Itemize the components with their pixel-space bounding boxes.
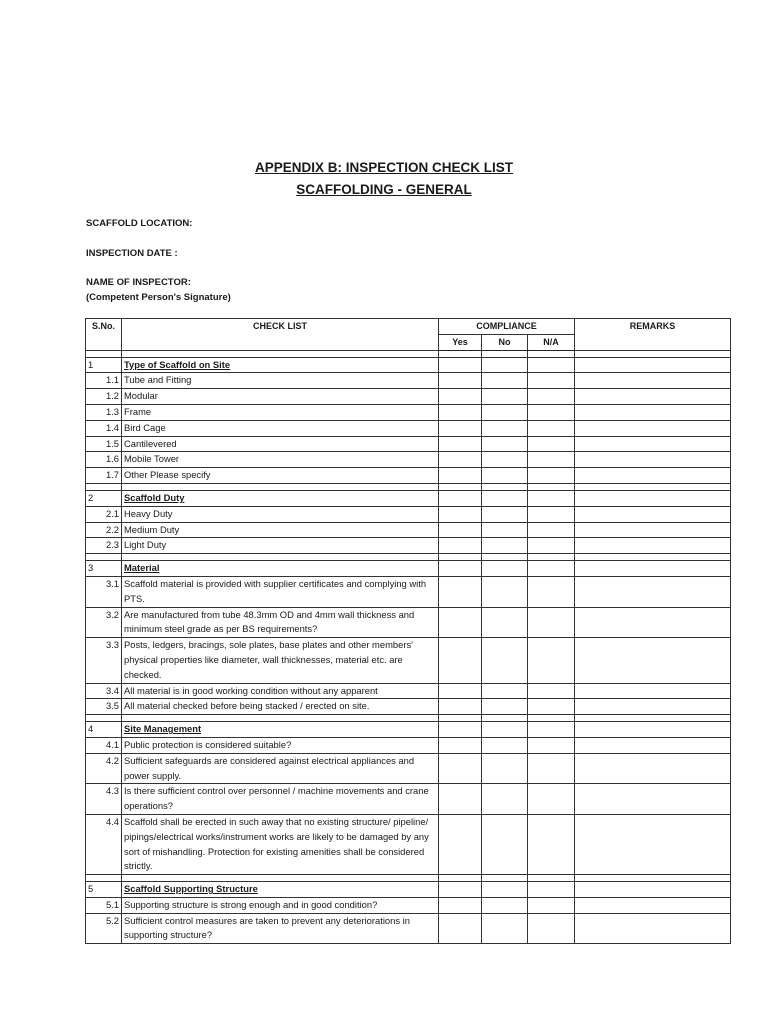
document-subtitle: SCAFFOLDING - GENERAL [296, 182, 472, 197]
section-title: Scaffold Duty [122, 490, 439, 506]
empty-cell [122, 350, 439, 357]
empty-cell [482, 715, 528, 722]
empty-cell [439, 350, 482, 357]
compliance-na-cell[interactable] [528, 522, 575, 538]
compliance-no-cell[interactable] [482, 683, 528, 699]
remarks-cell[interactable] [575, 683, 731, 699]
empty-cell [122, 715, 439, 722]
spacer-row [86, 715, 731, 722]
remarks-cell[interactable] [575, 522, 731, 538]
compliance-no-cell[interactable] [482, 913, 528, 944]
section-title: Material [122, 561, 439, 577]
section-number: 3 [86, 561, 122, 577]
spacer-row [86, 875, 731, 882]
checklist-row [86, 506, 731, 522]
empty-cell [575, 483, 731, 490]
remarks-cell[interactable] [575, 722, 731, 738]
item-text: Heavy Duty [122, 506, 439, 522]
empty-cell [439, 715, 482, 722]
compliance-no-cell[interactable] [482, 420, 528, 436]
empty-cell [86, 483, 122, 490]
section-row [86, 722, 731, 738]
compliance-yes-cell[interactable] [439, 452, 482, 468]
empty-cell [439, 875, 482, 882]
compliance-yes-cell[interactable] [439, 913, 482, 944]
empty-cell [122, 483, 439, 490]
checklist-row [86, 737, 731, 753]
signature-label: (Competent Person's Signature) [86, 292, 231, 303]
item-text: Are manufactured from tube 48.3mm OD and 4mm wall thickness and minimum steel grade as per BS requirements? [122, 607, 439, 638]
compliance-yes-cell[interactable] [439, 404, 482, 420]
compliance-na-cell[interactable] [528, 882, 575, 898]
empty-cell [122, 554, 439, 561]
checklist-row [86, 576, 731, 607]
remarks-cell[interactable] [575, 607, 731, 638]
compliance-yes-cell[interactable] [439, 722, 482, 738]
checklist-row [86, 373, 731, 389]
remarks-cell[interactable] [575, 389, 731, 405]
document-title: APPENDIX B: INSPECTION CHECK LIST [254, 160, 514, 175]
compliance-no-cell[interactable] [482, 638, 528, 683]
remarks-cell[interactable] [575, 490, 731, 506]
header-sno: S.No. [86, 319, 122, 351]
empty-cell [439, 483, 482, 490]
remarks-cell[interactable] [575, 357, 731, 373]
checklist-row [86, 913, 731, 944]
spacer-row [86, 554, 731, 561]
item-number: 1.5 [86, 436, 122, 452]
empty-cell [86, 715, 122, 722]
checklist-row [86, 638, 731, 683]
compliance-yes-cell[interactable] [439, 737, 482, 753]
compliance-no-cell[interactable] [482, 561, 528, 577]
empty-cell [86, 875, 122, 882]
compliance-na-cell[interactable] [528, 699, 575, 715]
compliance-yes-cell[interactable] [439, 882, 482, 898]
compliance-no-cell[interactable] [482, 576, 528, 607]
item-text: Medium Duty [122, 522, 439, 538]
item-number: 1.7 [86, 468, 122, 484]
remarks-cell[interactable] [575, 638, 731, 683]
compliance-yes-cell[interactable] [439, 373, 482, 389]
compliance-no-cell[interactable] [482, 522, 528, 538]
remarks-cell[interactable] [575, 436, 731, 452]
compliance-yes-cell[interactable] [439, 699, 482, 715]
compliance-na-cell[interactable] [528, 506, 575, 522]
compliance-yes-cell[interactable] [439, 784, 482, 815]
compliance-no-cell[interactable] [482, 404, 528, 420]
item-text: Sufficient control measures are taken to prevent any deteriorations in supporting structure? [122, 913, 439, 944]
item-number: 2.2 [86, 522, 122, 538]
compliance-na-cell[interactable] [528, 468, 575, 484]
checklist-row [86, 468, 731, 484]
compliance-no-cell[interactable] [482, 389, 528, 405]
spacer-row [86, 350, 731, 357]
compliance-no-cell[interactable] [482, 814, 528, 874]
compliance-yes-cell[interactable] [439, 814, 482, 874]
compliance-no-cell[interactable] [482, 897, 528, 913]
compliance-na-cell[interactable] [528, 404, 575, 420]
compliance-na-cell[interactable] [528, 373, 575, 389]
item-text: Mobile Tower [122, 452, 439, 468]
compliance-no-cell[interactable] [482, 468, 528, 484]
empty-cell [575, 350, 731, 357]
compliance-na-cell[interactable] [528, 357, 575, 373]
item-text: Modular [122, 389, 439, 405]
item-number: 4.3 [86, 784, 122, 815]
compliance-yes-cell[interactable] [439, 506, 482, 522]
item-text: Sufficient safeguards are considered against electrical appliances and power supply. [122, 753, 439, 784]
compliance-yes-cell[interactable] [439, 638, 482, 683]
remarks-cell[interactable] [575, 468, 731, 484]
compliance-na-cell[interactable] [528, 638, 575, 683]
header-remarks: REMARKS [575, 319, 731, 351]
section-title: Scaffold Supporting Structure [122, 882, 439, 898]
remarks-cell[interactable] [575, 699, 731, 715]
empty-cell [86, 554, 122, 561]
remarks-cell[interactable] [575, 506, 731, 522]
item-text: Scaffold material is provided with supplier certificates and complying with PTS. [122, 576, 439, 607]
compliance-na-cell[interactable] [528, 722, 575, 738]
compliance-yes-cell[interactable] [439, 538, 482, 554]
compliance-no-cell[interactable] [482, 452, 528, 468]
empty-cell [482, 350, 528, 357]
compliance-na-cell[interactable] [528, 389, 575, 405]
compliance-na-cell[interactable] [528, 607, 575, 638]
item-number: 1.3 [86, 404, 122, 420]
remarks-cell[interactable] [575, 913, 731, 944]
compliance-yes-cell[interactable] [439, 389, 482, 405]
compliance-na-cell[interactable] [528, 436, 575, 452]
scaffold-location-label: SCAFFOLD LOCATION: [86, 218, 193, 229]
compliance-na-cell[interactable] [528, 814, 575, 874]
item-number: 3.3 [86, 638, 122, 683]
empty-cell [439, 554, 482, 561]
empty-cell [528, 875, 575, 882]
compliance-yes-cell[interactable] [439, 607, 482, 638]
section-row [86, 490, 731, 506]
compliance-yes-cell[interactable] [439, 897, 482, 913]
compliance-no-cell[interactable] [482, 722, 528, 738]
empty-cell [575, 715, 731, 722]
checklist-row [86, 607, 731, 638]
item-number: 1.4 [86, 420, 122, 436]
checklist-row [86, 404, 731, 420]
compliance-yes-cell[interactable] [439, 420, 482, 436]
compliance-no-cell[interactable] [482, 737, 528, 753]
remarks-cell[interactable] [575, 561, 731, 577]
compliance-na-cell[interactable] [528, 576, 575, 607]
item-number: 4.4 [86, 814, 122, 874]
item-text: Posts, ledgers, bracings, sole plates, base plates and other members' physical properties like diameter, wall thicknesses, material etc. are checked. [122, 638, 439, 683]
empty-cell [86, 350, 122, 357]
item-number: 1.1 [86, 373, 122, 389]
item-text: Is there sufficient control over personnel / machine movements and crane operations? [122, 784, 439, 815]
compliance-yes-cell[interactable] [439, 561, 482, 577]
remarks-cell[interactable] [575, 897, 731, 913]
checklist-row [86, 436, 731, 452]
remarks-cell[interactable] [575, 452, 731, 468]
item-text: Frame [122, 404, 439, 420]
checklist-row [86, 389, 731, 405]
compliance-na-cell[interactable] [528, 753, 575, 784]
empty-cell [575, 875, 731, 882]
checklist-row [86, 452, 731, 468]
compliance-no-cell[interactable] [482, 373, 528, 389]
item-text: Light Duty [122, 538, 439, 554]
compliance-no-cell[interactable] [482, 490, 528, 506]
header-no: No [482, 334, 528, 350]
compliance-no-cell[interactable] [482, 784, 528, 815]
item-number: 4.1 [86, 737, 122, 753]
remarks-cell[interactable] [575, 373, 731, 389]
compliance-yes-cell[interactable] [439, 683, 482, 699]
compliance-yes-cell[interactable] [439, 490, 482, 506]
compliance-no-cell[interactable] [482, 607, 528, 638]
inspection-date-label: INSPECTION DATE : [86, 248, 178, 259]
compliance-na-cell[interactable] [528, 784, 575, 815]
checklist-row [86, 784, 731, 815]
compliance-na-cell[interactable] [528, 561, 575, 577]
item-number: 3.2 [86, 607, 122, 638]
item-number: 3.4 [86, 683, 122, 699]
empty-cell [482, 554, 528, 561]
section-row [86, 882, 731, 898]
compliance-na-cell[interactable] [528, 420, 575, 436]
compliance-no-cell[interactable] [482, 699, 528, 715]
section-number: 4 [86, 722, 122, 738]
remarks-cell[interactable] [575, 404, 731, 420]
compliance-yes-cell[interactable] [439, 357, 482, 373]
empty-cell [528, 554, 575, 561]
item-number: 3.5 [86, 699, 122, 715]
compliance-no-cell[interactable] [482, 753, 528, 784]
item-text: All material is in good working condition without any apparent [122, 683, 439, 699]
compliance-yes-cell[interactable] [439, 753, 482, 784]
checklist-row [86, 753, 731, 784]
header-checklist: CHECK LIST [122, 319, 439, 351]
checklist-row [86, 897, 731, 913]
compliance-na-cell[interactable] [528, 683, 575, 699]
remarks-cell[interactable] [575, 538, 731, 554]
item-text: Other Please specify [122, 468, 439, 484]
remarks-cell[interactable] [575, 814, 731, 874]
empty-cell [528, 350, 575, 357]
compliance-no-cell[interactable] [482, 538, 528, 554]
compliance-yes-cell[interactable] [439, 436, 482, 452]
header-yes: Yes [439, 334, 482, 350]
item-number: 1.6 [86, 452, 122, 468]
item-text: Bird Cage [122, 420, 439, 436]
section-number: 2 [86, 490, 122, 506]
compliance-no-cell[interactable] [482, 357, 528, 373]
header-compliance: COMPLIANCE [439, 319, 575, 335]
compliance-na-cell[interactable] [528, 538, 575, 554]
section-row [86, 357, 731, 373]
section-row [86, 561, 731, 577]
compliance-no-cell[interactable] [482, 436, 528, 452]
remarks-cell[interactable] [575, 420, 731, 436]
checklist-row [86, 420, 731, 436]
compliance-no-cell[interactable] [482, 506, 528, 522]
checklist-row [86, 538, 731, 554]
item-text: Scaffold shall be erected in such away that no existing structure/ pipeline/ pipings/electrical works/instrument works are likely to be damaged by any sort of mishandling. Protection for existing amenities shall be considered strictly. [122, 814, 439, 874]
section-number: 1 [86, 357, 122, 373]
compliance-na-cell[interactable] [528, 490, 575, 506]
item-number: 5.1 [86, 897, 122, 913]
compliance-no-cell[interactable] [482, 882, 528, 898]
item-text: Cantilevered [122, 436, 439, 452]
remarks-cell[interactable] [575, 882, 731, 898]
item-number: 4.2 [86, 753, 122, 784]
remarks-cell[interactable] [575, 737, 731, 753]
checklist-table [85, 318, 731, 944]
empty-cell [528, 483, 575, 490]
spacer-row [86, 483, 731, 490]
item-number: 2.3 [86, 538, 122, 554]
checklist-row [86, 814, 731, 874]
section-number: 5 [86, 882, 122, 898]
header-na: N/A [528, 334, 575, 350]
empty-cell [575, 554, 731, 561]
remarks-cell[interactable] [575, 753, 731, 784]
item-number: 1.2 [86, 389, 122, 405]
checklist-row [86, 699, 731, 715]
checklist-row [86, 683, 731, 699]
compliance-na-cell[interactable] [528, 737, 575, 753]
empty-cell [482, 875, 528, 882]
empty-cell [122, 875, 439, 882]
compliance-na-cell[interactable] [528, 452, 575, 468]
compliance-na-cell[interactable] [528, 897, 575, 913]
item-text: Tube and Fitting [122, 373, 439, 389]
compliance-yes-cell[interactable] [439, 576, 482, 607]
item-text: Supporting structure is strong enough and in good condition? [122, 897, 439, 913]
remarks-cell[interactable] [575, 576, 731, 607]
item-text: Public protection is considered suitable? [122, 737, 439, 753]
compliance-yes-cell[interactable] [439, 468, 482, 484]
section-title: Type of Scaffold on Site [122, 357, 439, 373]
compliance-yes-cell[interactable] [439, 522, 482, 538]
compliance-na-cell[interactable] [528, 913, 575, 944]
empty-cell [528, 715, 575, 722]
remarks-cell[interactable] [575, 784, 731, 815]
inspector-name-label: NAME OF INSPECTOR: [86, 277, 191, 288]
empty-cell [482, 483, 528, 490]
checklist-row [86, 522, 731, 538]
section-title: Site Management [122, 722, 439, 738]
item-number: 2.1 [86, 506, 122, 522]
item-number: 5.2 [86, 913, 122, 944]
item-number: 3.1 [86, 576, 122, 607]
item-text: All material checked before being stacked / erected on site. [122, 699, 439, 715]
